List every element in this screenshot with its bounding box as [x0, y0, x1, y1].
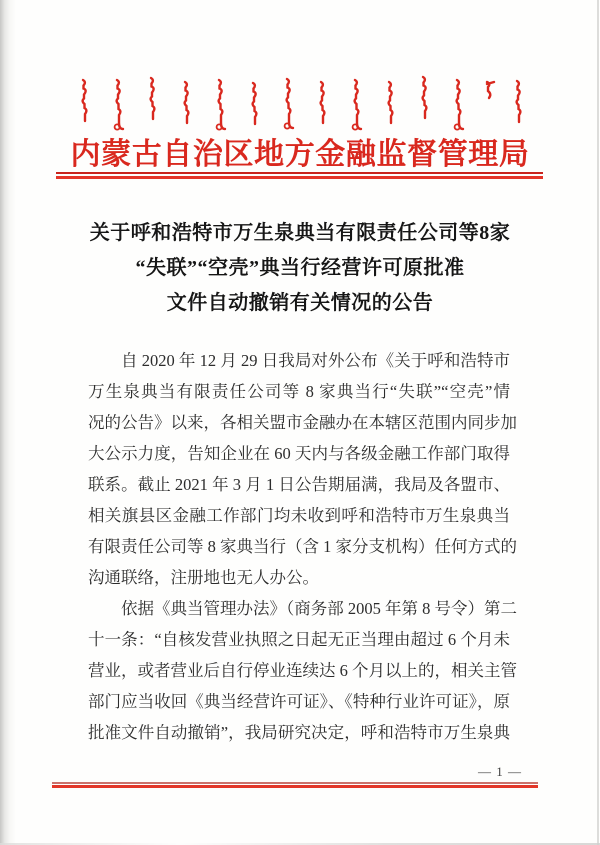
- body-line: 大公示力度，告知企业在 60 天内与各级金融工作部门取得: [88, 444, 510, 463]
- title-line-3: 文件自动撤销有关情况的公告: [166, 292, 434, 314]
- scan-shadow-right: [597, 0, 599, 845]
- body-line: 沟通联络，注册地也无人办公。: [88, 568, 319, 587]
- body-line: 况的公告》以来，各相关盟市金融办在本辖区范围内同步加: [88, 413, 517, 432]
- scan-shadow-left: [0, 0, 16, 845]
- body-line: 有限责任公司等 8 家典当行（含 1 家分支机构）任何方式的: [88, 537, 517, 556]
- body-line: 批准文件自动撤销”，我局研究决定，呼和浩特市万生泉典: [88, 723, 510, 742]
- body-line: 部门应当收回《典当经营许可证》、《特种行业许可证》，原: [88, 692, 510, 711]
- body-line: 联系。截止 2021 年 3 月 1 日公告期届满，我局及各盟市、: [88, 475, 510, 494]
- header-double-rule: [56, 172, 543, 179]
- body-line: 相关旗县区金融工作部门均未收到呼和浩特市万生泉典当: [88, 506, 510, 525]
- body-line: 依据《典当管理办法》（商务部 2005 年第 8 号令）第二: [121, 599, 517, 618]
- page-number: — 1 —: [478, 764, 522, 779]
- title-line-2: “失联”“空壳”典当行经营许可原批准: [135, 257, 465, 279]
- body-line: 自 2020 年 12 月 29 日我局对外公布《关于呼和浩特市: [121, 351, 510, 370]
- title-line-1: 关于呼和浩特市万生泉典当有限责任公司等8家: [89, 222, 511, 244]
- body-line: 营业，或者营业后自行停业连续达 6 个月以上的，相关主管: [88, 661, 517, 680]
- body-line: 十一条：“自核发营业执照之日起无正当理由超过 6 个月未: [88, 630, 510, 649]
- bureau-name: 内蒙古自治区地方金融监督管理局: [70, 138, 530, 171]
- body-line: 万生泉典当有限责任公司等 8 家典当行“失联”“空壳”情: [88, 382, 510, 401]
- document-title: [0, 216, 600, 321]
- body-text: [88, 345, 517, 748]
- footer-double-rule: [52, 782, 538, 788]
